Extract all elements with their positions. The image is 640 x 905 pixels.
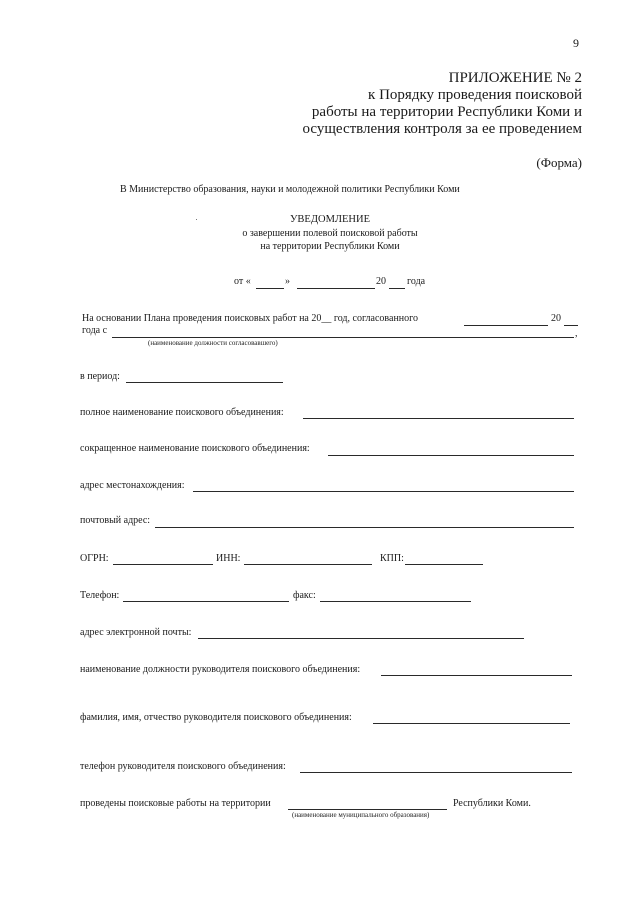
head-position-field[interactable] (381, 675, 572, 676)
phone-label: Телефон: (80, 590, 120, 601)
address-field[interactable] (193, 491, 574, 492)
period-field[interactable] (126, 382, 283, 383)
inn-label: ИНН: (216, 553, 241, 564)
basis-date-field[interactable] (464, 325, 548, 326)
day-field[interactable] (256, 288, 284, 289)
date-quote-close: » (285, 276, 290, 287)
ogrn-label: ОГРН: (80, 553, 109, 564)
basis-text-1: На основании Плана проведения поисковых работ на 20__ год, согласованного (82, 313, 418, 324)
page-number: 9 (573, 36, 579, 50)
date-year-suffix: года (407, 276, 426, 287)
approver-caption: (наименование должности согласовавшего) (148, 339, 278, 347)
postal-field[interactable] (155, 527, 574, 528)
notice-subtitle-1: о завершении полевой поисковой работы (242, 228, 418, 239)
head-phone-label: телефон руководителя поискового объединения: (80, 761, 286, 772)
territory-field[interactable] (288, 809, 447, 810)
month-field[interactable] (297, 288, 375, 289)
period-label: в период: (80, 371, 120, 382)
ogrn-field[interactable] (113, 564, 213, 565)
kpp-label: КПП: (380, 553, 404, 564)
scan-mark (196, 219, 197, 220)
full-name-field[interactable] (303, 418, 574, 419)
fax-label: факс: (293, 590, 316, 601)
head-name-label: фамилия, имя, отчество руководителя поискового объединения: (80, 712, 352, 723)
appendix-line-2: к Порядку проведения поисковой (368, 87, 582, 103)
inn-field[interactable] (244, 564, 372, 565)
basis-year-prefix: 20 (551, 313, 561, 324)
approver-position-field[interactable] (112, 337, 574, 338)
kpp-field[interactable] (405, 564, 483, 565)
address-label: адрес местонахождения: (80, 480, 185, 491)
form-label: (Форма) (536, 155, 582, 170)
appendix-title: ПРИЛОЖЕНИЕ № 2 (448, 70, 582, 86)
basis-comma: , (575, 328, 578, 339)
email-label: адрес электронной почты: (80, 627, 192, 638)
basis-year-field[interactable] (564, 325, 578, 326)
appendix-header (303, 70, 582, 138)
date-year-prefix: 20 (376, 276, 386, 287)
short-name-field[interactable] (328, 455, 574, 456)
fax-field[interactable] (320, 601, 471, 602)
short-name-label: сокращенное наименование поискового объединения: (80, 443, 310, 454)
postal-label: почтовый адрес: (80, 515, 151, 526)
head-phone-field[interactable] (300, 772, 572, 773)
appendix-line-4: осуществления контроля за ее проведением (302, 121, 582, 137)
notice-subtitle-2: на территории Республики Коми (260, 241, 400, 252)
territory-suffix: Республики Коми. (453, 798, 531, 809)
territory-caption: (наименование муниципального образования) (292, 811, 430, 819)
head-name-field[interactable] (373, 723, 570, 724)
year-field[interactable] (389, 288, 405, 289)
territory-label: проведены поисковые работы на территории (80, 798, 271, 809)
appendix-line-3: работы на территории Республики Коми и (311, 104, 582, 120)
head-position-label: наименование должности руководителя поискового объединения: (80, 664, 361, 675)
basis-text-2: года с (82, 325, 108, 336)
full-name-label: полное наименование поискового объединения: (80, 407, 284, 418)
notice-title: УВЕДОМЛЕНИЕ (289, 214, 371, 225)
phone-field[interactable] (123, 601, 289, 602)
date-prefix: от « (234, 276, 251, 287)
email-field[interactable] (198, 638, 524, 639)
addressee: В Министерство образования, науки и молодежной политики Республики Коми (120, 184, 460, 195)
